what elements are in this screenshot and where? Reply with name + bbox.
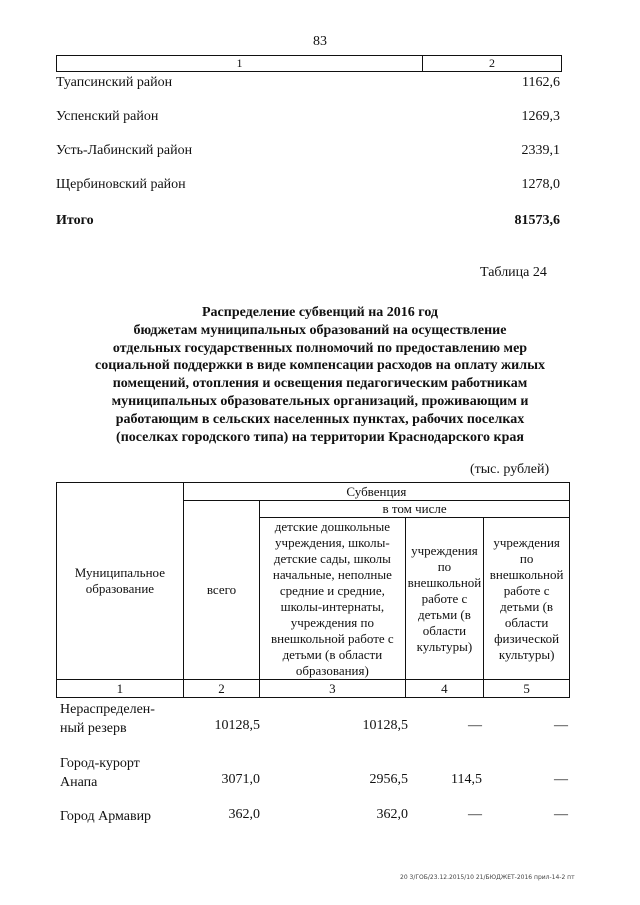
title-line: социальной поддержки в виде компенсации расходов на оплату жилых: [94, 358, 546, 374]
col3-value: 10128,5: [362, 718, 408, 733]
header-col4: учреждения по внешкольной работе с детьми (в области культуры): [405, 518, 484, 680]
district-name: Щербиновский район: [56, 177, 186, 192]
col-number: 4: [405, 680, 484, 698]
table1-row: [56, 177, 560, 195]
col-number: 1: [57, 680, 184, 698]
title-line: помещений, отопления и освещения педагогическим работникам: [112, 376, 528, 392]
col3-value: 362,0: [376, 807, 408, 822]
district-name: Туапсинский район: [56, 75, 173, 90]
table-row: [56, 754, 570, 794]
municipality-name: [60, 700, 155, 738]
col4-value: —: [468, 718, 482, 733]
total-value: 3071,0: [221, 772, 260, 787]
table1-total-row: [56, 213, 560, 231]
header-municipality: Муниципальное образование: [57, 483, 184, 680]
title-line: муниципальных образовательных организаций, проживающим и: [111, 393, 529, 409]
name-line: ный резерв: [60, 721, 127, 736]
header-col5: учреждения по внешкольной работе с детьми (в области физической культуры): [484, 518, 570, 680]
name-line: Город Армавир: [60, 809, 152, 824]
district-name: Успенский район: [56, 109, 159, 124]
header-subvention: Субвенция: [183, 483, 569, 501]
municipality-name: [60, 807, 151, 826]
district-value: 1162,6: [522, 75, 560, 90]
col4-value: —: [468, 807, 482, 822]
header-including: в том числе: [260, 501, 570, 518]
subvention-table-header: [56, 482, 570, 698]
col-number: 3: [260, 680, 405, 698]
total-label: Итого: [56, 213, 94, 228]
table1-row: [56, 143, 560, 161]
municipality-name: [60, 754, 140, 792]
table1-header: [56, 55, 562, 72]
col5-value: —: [554, 772, 568, 787]
col-number: 2: [183, 680, 259, 698]
table1-row: [56, 75, 560, 93]
total-value: 362,0: [228, 807, 260, 822]
district-value: 1269,3: [521, 109, 560, 124]
header-total: всего: [183, 501, 259, 680]
title-line: бюджетам муниципальных образований на осуществление: [133, 322, 507, 338]
col-number: 5: [484, 680, 570, 698]
table-row: [56, 700, 570, 740]
page-number: 83: [313, 34, 327, 49]
title-line: (поселках городского типа) на территории Краснодарского края: [116, 429, 524, 445]
name-line: Нераспределен-: [60, 702, 155, 717]
col4-value: 114,5: [451, 772, 482, 787]
table-number: Таблица 24: [480, 265, 547, 280]
col5-value: —: [554, 718, 568, 733]
header-col3: детские дошкольные учреждения, школы-детские сады, школы начальные, неполные средние и средние, школы-интернаты, учреждения по внешкольной работе с детьми (в области образования): [260, 518, 405, 680]
col5-value: —: [554, 807, 568, 822]
table1-col1-number: 1: [236, 56, 243, 70]
footer-filepath: 20 3/ГОБ/23.12.2015/10 21/БЮДЖЕТ-2016 прил-14-2 пт: [400, 874, 575, 881]
district-value: 2339,1: [521, 143, 560, 158]
district-name: Усть-Лабинский район: [56, 143, 193, 158]
name-line: Город-курорт: [60, 756, 140, 771]
table-title: [90, 304, 550, 446]
table-row: [56, 807, 570, 829]
title-line: отдельных государственных полномочий по предоставлению мер: [112, 340, 528, 356]
district-value: 1278,0: [521, 177, 560, 192]
name-line: Анапа: [60, 775, 98, 790]
total-value: 10128,5: [214, 718, 260, 733]
total-value: 81573,6: [514, 213, 560, 228]
title-line: работающим в сельских населенных пунктах, рабочих поселках: [115, 411, 525, 427]
title-line: Распределение субвенций на 2016 год: [202, 305, 438, 320]
units-label: (тыс. рублей): [470, 462, 550, 477]
table1-row: [56, 109, 560, 127]
col3-value: 2956,5: [369, 772, 408, 787]
table1-col2-number: 2: [489, 56, 495, 70]
